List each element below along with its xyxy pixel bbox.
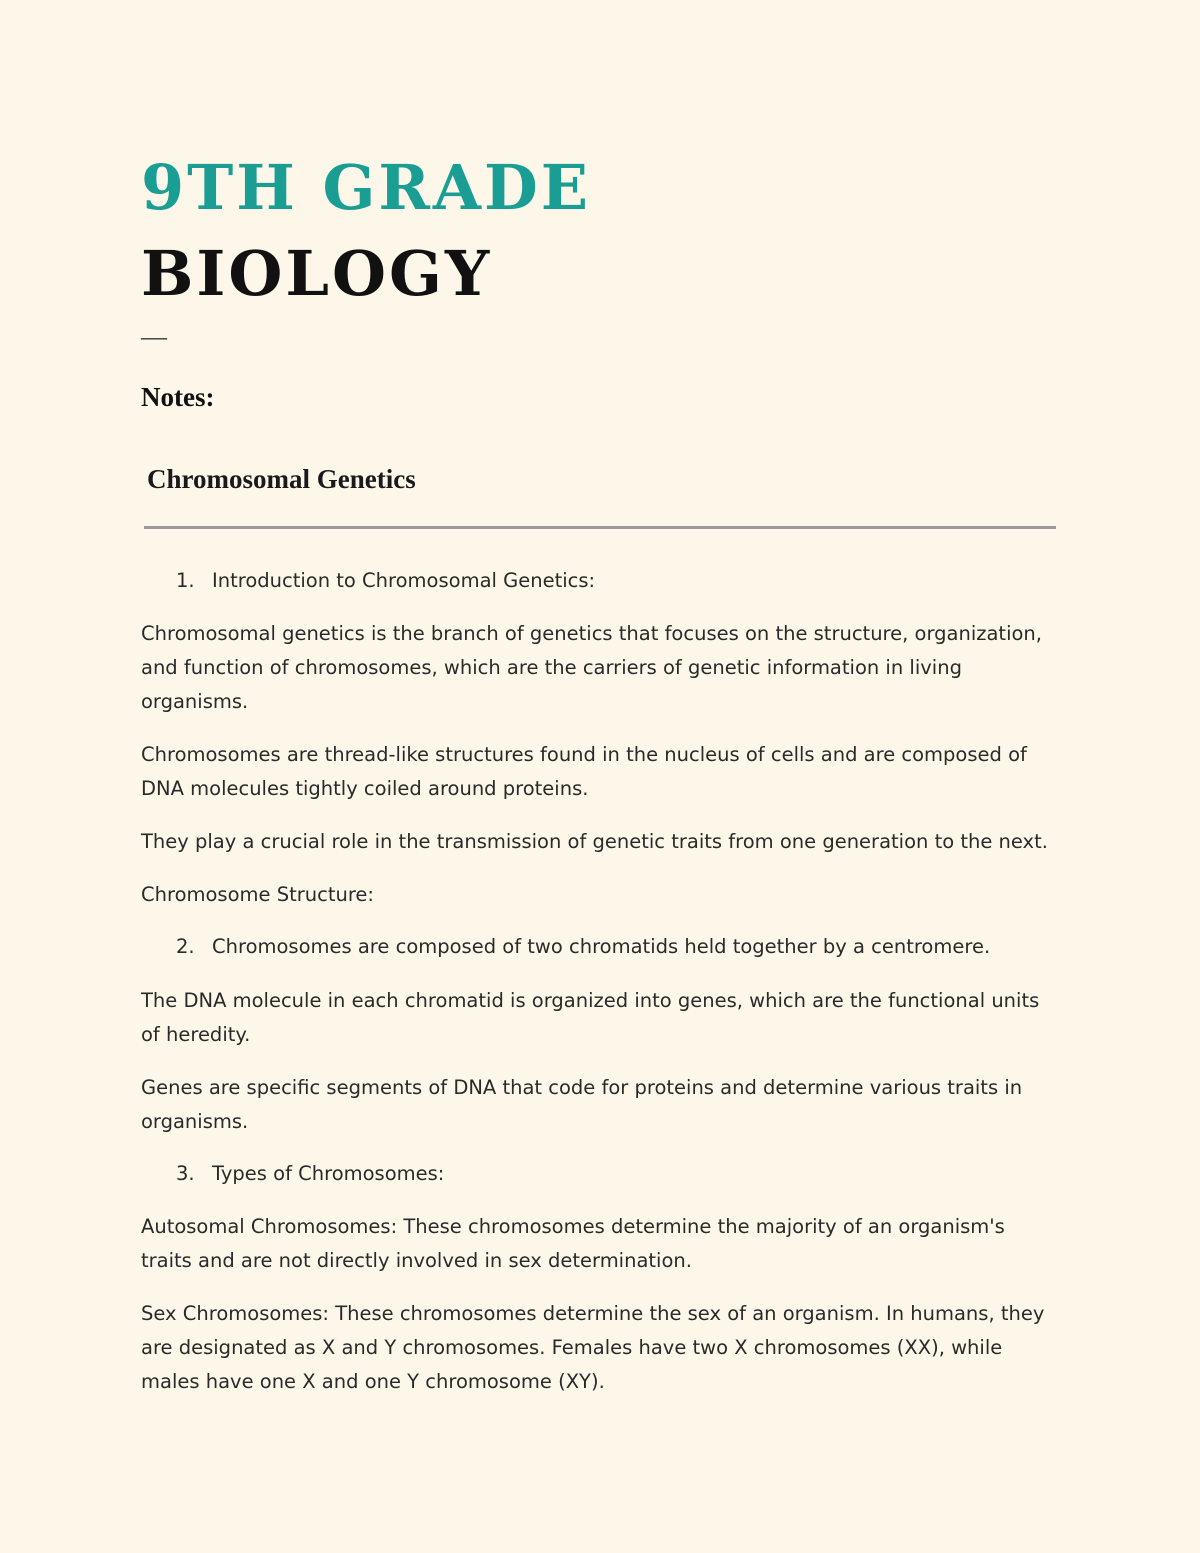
title-grade: 9TH GRADE <box>141 151 592 224</box>
list-number: 1. <box>176 569 195 592</box>
list-text: Introduction to Chromosomal Genetics: <box>212 569 596 592</box>
list-text: Types of Chromosomes: <box>212 1162 445 1185</box>
section-title: Chromosomal Genetics <box>147 464 416 494</box>
paragraph-structure-heading: Chromosome Structure: <box>141 883 374 906</box>
paragraph-role: They play a crucial role in the transmission of genetic traits from one generation to the next. <box>141 830 1048 853</box>
title-dash: — <box>141 322 167 351</box>
list-item-1 <box>176 564 595 598</box>
title-subject: BIOLOGY <box>141 237 493 310</box>
notes-label: Notes: <box>141 382 215 412</box>
horizontal-divider <box>144 526 1056 529</box>
paragraph-autosomal: Autosomal Chromosomes: These chromosomes determine the majority of an organism's traits and are not directly involved in sex determination. <box>141 1215 1005 1272</box>
paragraph-genes: Genes are specific segments of DNA that code for proteins and determine various traits in organisms. <box>141 1076 1023 1133</box>
list-item-2 <box>176 930 990 964</box>
list-number: 3. <box>176 1162 195 1185</box>
list-item-3 <box>176 1157 444 1191</box>
list-text: Chromosomes are composed of two chromatids held together by a centromere. <box>212 935 991 958</box>
paragraph-chromosomes: Chromosomes are thread-like structures found in the nucleus of cells and are composed of DNA molecules tightly coiled around proteins. <box>141 743 1027 800</box>
paragraph-definition: Chromosomal genetics is the branch of genetics that focuses on the structure, organization, and function of chromosomes, which are the carriers of genetic information in living organisms. <box>141 622 1042 713</box>
list-number: 2. <box>176 935 195 958</box>
paragraph-dna-genes: The DNA molecule in each chromatid is organized into genes, which are the functional units of heredity. <box>141 989 1040 1046</box>
paragraph-sex-chromosomes: Sex Chromosomes: These chromosomes determine the sex of an organism. In humans, they are designated as X and Y chromosomes. Females have two X chromosomes (XX), while males have one X and one Y chromosome (XY). <box>141 1302 1045 1393</box>
